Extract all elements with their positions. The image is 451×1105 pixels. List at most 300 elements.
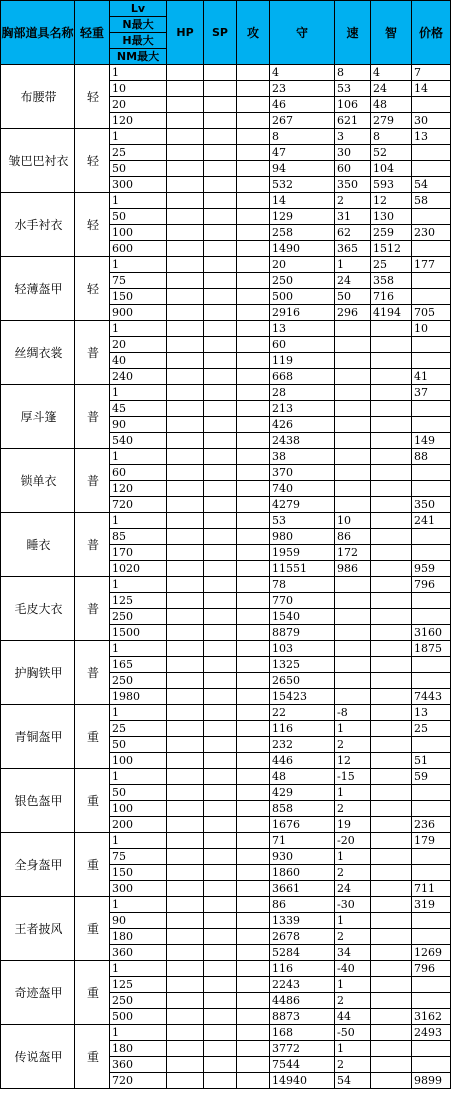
cell-lv: 1 <box>110 641 167 657</box>
cell-sp <box>204 769 237 785</box>
cell-lv: 250 <box>110 609 167 625</box>
cell-int: 716 <box>371 289 412 305</box>
cell-price <box>412 273 451 289</box>
cell-spd: -15 <box>335 769 371 785</box>
cell-spd: 621 <box>335 113 371 129</box>
cell-price <box>412 337 451 353</box>
cell-lv: 300 <box>110 881 167 897</box>
cell-hp <box>167 65 204 81</box>
cell-price: 179 <box>412 833 451 849</box>
item-weight: 轻 <box>75 65 110 129</box>
header-atk: 攻 <box>237 1 270 65</box>
cell-hp <box>167 273 204 289</box>
cell-def: 4279 <box>270 497 335 513</box>
cell-atk <box>237 593 270 609</box>
cell-int <box>371 465 412 481</box>
cell-int <box>371 1041 412 1057</box>
cell-def: 94 <box>270 161 335 177</box>
cell-spd: 62 <box>335 225 371 241</box>
cell-lv: 1 <box>110 705 167 721</box>
cell-hp <box>167 993 204 1009</box>
cell-spd <box>335 481 371 497</box>
cell-def: 267 <box>270 113 335 129</box>
cell-lv: 50 <box>110 209 167 225</box>
cell-hp <box>167 929 204 945</box>
cell-def: 129 <box>270 209 335 225</box>
table-row <box>1 1025 451 1041</box>
cell-price <box>412 465 451 481</box>
cell-lv: 360 <box>110 945 167 961</box>
cell-spd: -20 <box>335 833 371 849</box>
cell-price <box>412 593 451 609</box>
cell-spd: 1 <box>335 257 371 273</box>
cell-atk <box>237 353 270 369</box>
cell-hp <box>167 705 204 721</box>
cell-atk <box>237 145 270 161</box>
cell-hp <box>167 289 204 305</box>
table-row <box>1 385 451 401</box>
cell-spd <box>335 689 371 705</box>
cell-spd: 986 <box>335 561 371 577</box>
cell-int <box>371 337 412 353</box>
cell-int: 12 <box>371 193 412 209</box>
cell-sp <box>204 353 237 369</box>
cell-atk <box>237 129 270 145</box>
cell-price: 88 <box>412 449 451 465</box>
cell-lv: 150 <box>110 289 167 305</box>
cell-price: 241 <box>412 513 451 529</box>
cell-atk <box>237 737 270 753</box>
cell-sp <box>204 849 237 865</box>
cell-price <box>412 161 451 177</box>
header-hp: HP <box>167 1 204 65</box>
cell-atk <box>237 369 270 385</box>
item-name: 毛皮大衣 <box>1 577 75 641</box>
header-n-max: N最大 <box>110 17 167 33</box>
cell-price: 319 <box>412 897 451 913</box>
cell-def: 38 <box>270 449 335 465</box>
cell-spd <box>335 577 371 593</box>
item-name: 青铜盔甲 <box>1 705 75 769</box>
cell-atk <box>237 385 270 401</box>
cell-spd: 2 <box>335 993 371 1009</box>
cell-price: 51 <box>412 753 451 769</box>
cell-sp <box>204 593 237 609</box>
cell-sp <box>204 561 237 577</box>
cell-atk <box>237 177 270 193</box>
cell-sp <box>204 257 237 273</box>
cell-atk <box>237 817 270 833</box>
cell-int <box>371 721 412 737</box>
cell-atk <box>237 753 270 769</box>
cell-spd <box>335 369 371 385</box>
cell-lv: 250 <box>110 673 167 689</box>
cell-def: 668 <box>270 369 335 385</box>
item-name: 全身盔甲 <box>1 833 75 897</box>
cell-sp <box>204 625 237 641</box>
cell-int <box>371 689 412 705</box>
cell-spd <box>335 593 371 609</box>
cell-spd: 24 <box>335 881 371 897</box>
cell-def: 20 <box>270 257 335 273</box>
cell-atk <box>237 849 270 865</box>
cell-spd <box>335 625 371 641</box>
cell-lv: 1 <box>110 897 167 913</box>
item-name: 睡衣 <box>1 513 75 577</box>
cell-atk <box>237 801 270 817</box>
cell-price <box>412 401 451 417</box>
cell-int: 130 <box>371 209 412 225</box>
table-row <box>1 513 451 529</box>
cell-atk <box>237 1073 270 1089</box>
cell-lv: 40 <box>110 353 167 369</box>
cell-price: 3160 <box>412 625 451 641</box>
cell-int <box>371 321 412 337</box>
cell-price: 711 <box>412 881 451 897</box>
cell-hp <box>167 113 204 129</box>
cell-lv: 90 <box>110 417 167 433</box>
cell-int <box>371 1073 412 1089</box>
cell-price <box>412 913 451 929</box>
cell-int <box>371 1057 412 1073</box>
cell-int <box>371 785 412 801</box>
cell-price: 9899 <box>412 1073 451 1089</box>
cell-sp <box>204 881 237 897</box>
cell-int: 358 <box>371 273 412 289</box>
cell-hp <box>167 417 204 433</box>
cell-spd: 1 <box>335 785 371 801</box>
cell-int <box>371 481 412 497</box>
cell-int <box>371 577 412 593</box>
cell-hp <box>167 977 204 993</box>
cell-sp <box>204 641 237 657</box>
item-name: 银色盔甲 <box>1 769 75 833</box>
cell-sp <box>204 673 237 689</box>
cell-hp <box>167 209 204 225</box>
cell-atk <box>237 865 270 881</box>
cell-hp <box>167 449 204 465</box>
item-name: 传说盔甲 <box>1 1025 75 1089</box>
cell-int <box>371 609 412 625</box>
cell-sp <box>204 97 237 113</box>
cell-def: 1860 <box>270 865 335 881</box>
cell-price: 13 <box>412 705 451 721</box>
cell-def: 1339 <box>270 913 335 929</box>
cell-price <box>412 481 451 497</box>
cell-sp <box>204 417 237 433</box>
cell-spd <box>335 641 371 657</box>
cell-hp <box>167 625 204 641</box>
cell-lv: 170 <box>110 545 167 561</box>
cell-hp <box>167 801 204 817</box>
cell-def: 740 <box>270 481 335 497</box>
cell-int <box>371 1009 412 1025</box>
cell-hp <box>167 913 204 929</box>
cell-spd: 54 <box>335 1073 371 1089</box>
cell-int <box>371 881 412 897</box>
cell-lv: 300 <box>110 177 167 193</box>
cell-price: 1875 <box>412 641 451 657</box>
cell-lv: 1 <box>110 833 167 849</box>
header-price: 价格 <box>412 1 451 65</box>
table-row <box>1 129 451 145</box>
cell-price: 2493 <box>412 1025 451 1041</box>
cell-lv: 1 <box>110 193 167 209</box>
cell-sp <box>204 433 237 449</box>
cell-hp <box>167 353 204 369</box>
table-row <box>1 577 451 593</box>
cell-atk <box>237 673 270 689</box>
cell-int <box>371 401 412 417</box>
cell-sp <box>204 305 237 321</box>
cell-atk <box>237 961 270 977</box>
cell-int <box>371 673 412 689</box>
cell-spd: 106 <box>335 97 371 113</box>
cell-lv: 1 <box>110 577 167 593</box>
cell-price: 236 <box>412 817 451 833</box>
cell-spd: 1 <box>335 721 371 737</box>
cell-price: 7443 <box>412 689 451 705</box>
cell-atk <box>237 113 270 129</box>
cell-int <box>371 385 412 401</box>
cell-hp <box>167 897 204 913</box>
cell-hp <box>167 689 204 705</box>
cell-hp <box>167 401 204 417</box>
cell-sp <box>204 225 237 241</box>
cell-def: 13 <box>270 321 335 337</box>
cell-int: 24 <box>371 81 412 97</box>
cell-def: 86 <box>270 897 335 913</box>
item-name: 厚斗篷 <box>1 385 75 449</box>
cell-lv: 75 <box>110 273 167 289</box>
cell-atk <box>237 721 270 737</box>
cell-price: 7 <box>412 65 451 81</box>
cell-hp <box>167 545 204 561</box>
cell-sp <box>204 1057 237 1073</box>
cell-def: 213 <box>270 401 335 417</box>
cell-lv: 900 <box>110 305 167 321</box>
cell-lv: 1500 <box>110 625 167 641</box>
cell-lv: 1980 <box>110 689 167 705</box>
cell-hp <box>167 641 204 657</box>
cell-def: 116 <box>270 721 335 737</box>
cell-atk <box>237 705 270 721</box>
table-row <box>1 449 451 465</box>
cell-int <box>371 369 412 385</box>
cell-atk <box>237 513 270 529</box>
cell-def: 1676 <box>270 817 335 833</box>
cell-sp <box>204 449 237 465</box>
cell-sp <box>204 801 237 817</box>
cell-atk <box>237 257 270 273</box>
cell-lv: 1 <box>110 385 167 401</box>
table-header <box>1 1 451 65</box>
cell-spd: -50 <box>335 1025 371 1041</box>
cell-price <box>412 209 451 225</box>
cell-spd: 19 <box>335 817 371 833</box>
item-weight: 普 <box>75 513 110 577</box>
cell-def: 4 <box>270 65 335 81</box>
cell-lv: 1 <box>110 257 167 273</box>
cell-price <box>412 417 451 433</box>
cell-lv: 500 <box>110 1009 167 1025</box>
cell-def: 250 <box>270 273 335 289</box>
cell-def: 930 <box>270 849 335 865</box>
cell-sp <box>204 113 237 129</box>
cell-atk <box>237 1025 270 1041</box>
cell-spd <box>335 657 371 673</box>
cell-hp <box>167 1057 204 1073</box>
cell-int <box>371 417 412 433</box>
cell-lv: 600 <box>110 241 167 257</box>
cell-atk <box>237 433 270 449</box>
header-nm-max: NM最大 <box>110 49 167 65</box>
cell-price <box>412 785 451 801</box>
item-name: 布腰带 <box>1 65 75 129</box>
cell-def: 60 <box>270 337 335 353</box>
cell-spd: 60 <box>335 161 371 177</box>
cell-spd <box>335 449 371 465</box>
cell-spd: -40 <box>335 961 371 977</box>
cell-atk <box>237 609 270 625</box>
cell-hp <box>167 481 204 497</box>
cell-sp <box>204 497 237 513</box>
cell-def: 232 <box>270 737 335 753</box>
header-weight: 轻重 <box>75 1 110 65</box>
cell-atk <box>237 65 270 81</box>
cell-hp <box>167 961 204 977</box>
cell-def: 7544 <box>270 1057 335 1073</box>
cell-int <box>371 705 412 721</box>
cell-price: 25 <box>412 721 451 737</box>
cell-hp <box>167 385 204 401</box>
cell-price <box>412 353 451 369</box>
cell-int <box>371 945 412 961</box>
cell-atk <box>237 1057 270 1073</box>
cell-spd: -8 <box>335 705 371 721</box>
cell-price: 149 <box>412 433 451 449</box>
cell-price <box>412 97 451 113</box>
table-row <box>1 65 451 81</box>
cell-lv: 100 <box>110 801 167 817</box>
cell-int <box>371 433 412 449</box>
cell-int <box>371 1025 412 1041</box>
cell-sp <box>204 945 237 961</box>
cell-lv: 1 <box>110 449 167 465</box>
item-weight: 重 <box>75 705 110 769</box>
cell-def: 1959 <box>270 545 335 561</box>
cell-spd: 2 <box>335 1057 371 1073</box>
cell-atk <box>237 401 270 417</box>
cell-spd <box>335 497 371 513</box>
cell-sp <box>204 897 237 913</box>
cell-def: 4486 <box>270 993 335 1009</box>
cell-spd <box>335 673 371 689</box>
cell-price: 37 <box>412 385 451 401</box>
cell-def: 2650 <box>270 673 335 689</box>
cell-int <box>371 625 412 641</box>
cell-def: 858 <box>270 801 335 817</box>
table-row <box>1 193 451 209</box>
cell-lv: 1 <box>110 513 167 529</box>
cell-def: 46 <box>270 97 335 113</box>
cell-spd: 2 <box>335 193 371 209</box>
cell-sp <box>204 65 237 81</box>
item-name: 轻薄盔甲 <box>1 257 75 321</box>
cell-int <box>371 769 412 785</box>
cell-int <box>371 865 412 881</box>
cell-lv: 45 <box>110 401 167 417</box>
cell-spd: 1 <box>335 849 371 865</box>
cell-lv: 75 <box>110 849 167 865</box>
cell-def: 2243 <box>270 977 335 993</box>
cell-lv: 180 <box>110 1041 167 1057</box>
item-weight: 轻 <box>75 193 110 257</box>
cell-lv: 1020 <box>110 561 167 577</box>
cell-atk <box>237 97 270 113</box>
cell-price: 30 <box>412 113 451 129</box>
cell-hp <box>167 785 204 801</box>
cell-def: 78 <box>270 577 335 593</box>
cell-hp <box>167 769 204 785</box>
cell-price: 3162 <box>412 1009 451 1025</box>
cell-hp <box>167 1073 204 1089</box>
cell-int <box>371 449 412 465</box>
cell-hp <box>167 657 204 673</box>
cell-spd <box>335 417 371 433</box>
cell-price: 1269 <box>412 945 451 961</box>
cell-hp <box>167 161 204 177</box>
table-body <box>1 65 451 1089</box>
cell-sp <box>204 1073 237 1089</box>
cell-price <box>412 801 451 817</box>
cell-price <box>412 289 451 305</box>
cell-spd: 2 <box>335 801 371 817</box>
cell-hp <box>167 241 204 257</box>
cell-def: 116 <box>270 961 335 977</box>
cell-lv: 90 <box>110 913 167 929</box>
cell-sp <box>204 465 237 481</box>
cell-atk <box>237 321 270 337</box>
cell-atk <box>237 897 270 913</box>
cell-atk <box>237 945 270 961</box>
cell-sp <box>204 1009 237 1025</box>
cell-price: 230 <box>412 225 451 241</box>
cell-int: 104 <box>371 161 412 177</box>
cell-def: 370 <box>270 465 335 481</box>
cell-price: 58 <box>412 193 451 209</box>
cell-spd <box>335 433 371 449</box>
cell-atk <box>237 81 270 97</box>
cell-price <box>412 977 451 993</box>
cell-int <box>371 913 412 929</box>
cell-price <box>412 1041 451 1057</box>
cell-lv: 50 <box>110 737 167 753</box>
cell-int <box>371 977 412 993</box>
cell-def: 5284 <box>270 945 335 961</box>
cell-int: 4 <box>371 65 412 81</box>
item-weight: 重 <box>75 897 110 961</box>
cell-lv: 20 <box>110 337 167 353</box>
cell-price: 959 <box>412 561 451 577</box>
cell-spd: 1 <box>335 1041 371 1057</box>
cell-int <box>371 529 412 545</box>
cell-int: 8 <box>371 129 412 145</box>
cell-atk <box>237 881 270 897</box>
cell-sp <box>204 705 237 721</box>
cell-hp <box>167 369 204 385</box>
cell-price <box>412 673 451 689</box>
